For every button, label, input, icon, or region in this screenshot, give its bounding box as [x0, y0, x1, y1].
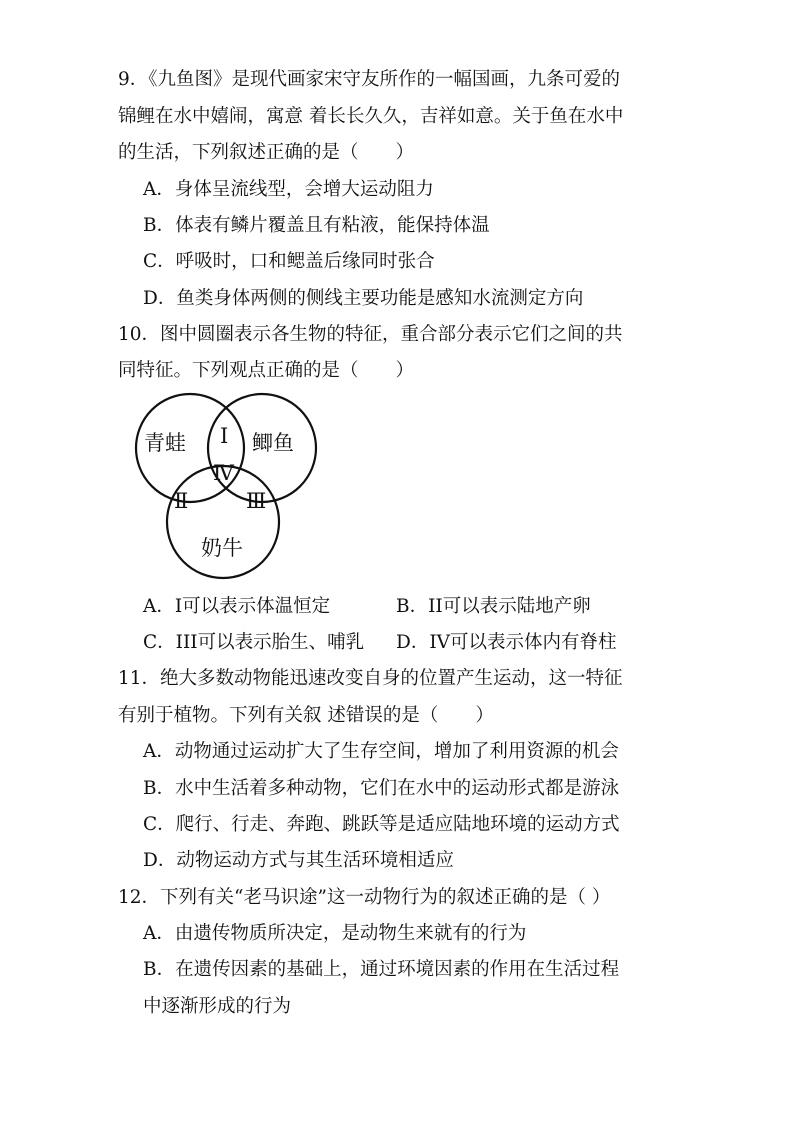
question-10-stem-line-2: 同特征。下列观点正确的是（ ）	[118, 360, 415, 381]
question-11-option-a: A．动物通过运动扩大了生存空间，增加了利用资源的机会	[143, 741, 619, 762]
venn-label-crucian: 鲫鱼	[252, 431, 294, 455]
venn-diagram	[122, 392, 322, 582]
question-10-option-b: B．II可以表示陆地产卵	[396, 596, 591, 617]
question-9-option-d: D．鱼类身体两侧的侧线主要功能是感知水流测定方向	[143, 288, 584, 309]
question-9-stem-line-2: 锦鲤在水中嬉闹，寓意 着长长久久，吉祥如意。关于鱼在水中	[118, 106, 624, 127]
question-11-option-d: D．动物运动方式与其生活环境相适应	[143, 850, 454, 871]
question-10-stem-line-1: 10．图中圆圈表示各生物的特征，重合部分表示它们之间的共	[118, 324, 623, 345]
question-12-stem-line-1: 12．下列有关“老马识途”这一动物行为的叙述正确的是（ ）	[118, 887, 611, 908]
venn-region-3: Ⅲ	[246, 489, 267, 513]
question-11-option-c: C．爬行、行走、奔跑、跳跃等是适应陆地环境的运动方式	[143, 814, 620, 835]
question-12-option-a: A．由遗传物质所决定，是动物生来就有的行为	[143, 923, 527, 944]
question-9-stem-line-3: 的生活，下列叙述正确的是（ ）	[118, 142, 415, 163]
venn-label-cow: 奶牛	[201, 536, 243, 560]
question-10-option-c: C．III可以表示胎生、哺乳	[143, 632, 365, 653]
question-9-option-b: B．体表有鳞片覆盖且有粘液，能保持体温	[143, 215, 490, 236]
question-11-option-b: B．水中生活着多种动物，它们在水中的运动形式都是游泳	[143, 778, 620, 799]
question-12-option-b: B．在遗传因素的基础上，通过环境因素的作用在生活过程	[143, 959, 620, 980]
question-11-stem-line-1: 11．绝大多数动物能迅速改变自身的位置产生运动，这一特征	[118, 668, 623, 689]
venn-region-4: Ⅳ	[213, 461, 234, 485]
question-11-stem-line-2: 有别于植物。下列有关叙 述错误的是（ ）	[118, 705, 494, 726]
venn-label-frog: 青蛙	[144, 431, 186, 455]
question-10-option-a: A．I可以表示体温恒定	[143, 596, 331, 617]
question-12-option-b-continued: 中逐渐形成的行为	[143, 996, 292, 1017]
question-9-stem-line-1: 9．《九鱼图》是现代画家宋守友所作的一幅国画，九条可爱的	[118, 69, 621, 90]
venn-region-2: Ⅱ	[174, 489, 189, 513]
question-9-option-c: C．呼吸时，口和鳃盖后缘同时张合	[143, 251, 435, 272]
venn-region-1: Ⅰ	[220, 424, 229, 448]
question-10-option-d: D．IV可以表示体内有脊柱	[396, 632, 617, 653]
question-9-option-a: A．身体呈流线型，会增大运动阻力	[143, 179, 434, 200]
